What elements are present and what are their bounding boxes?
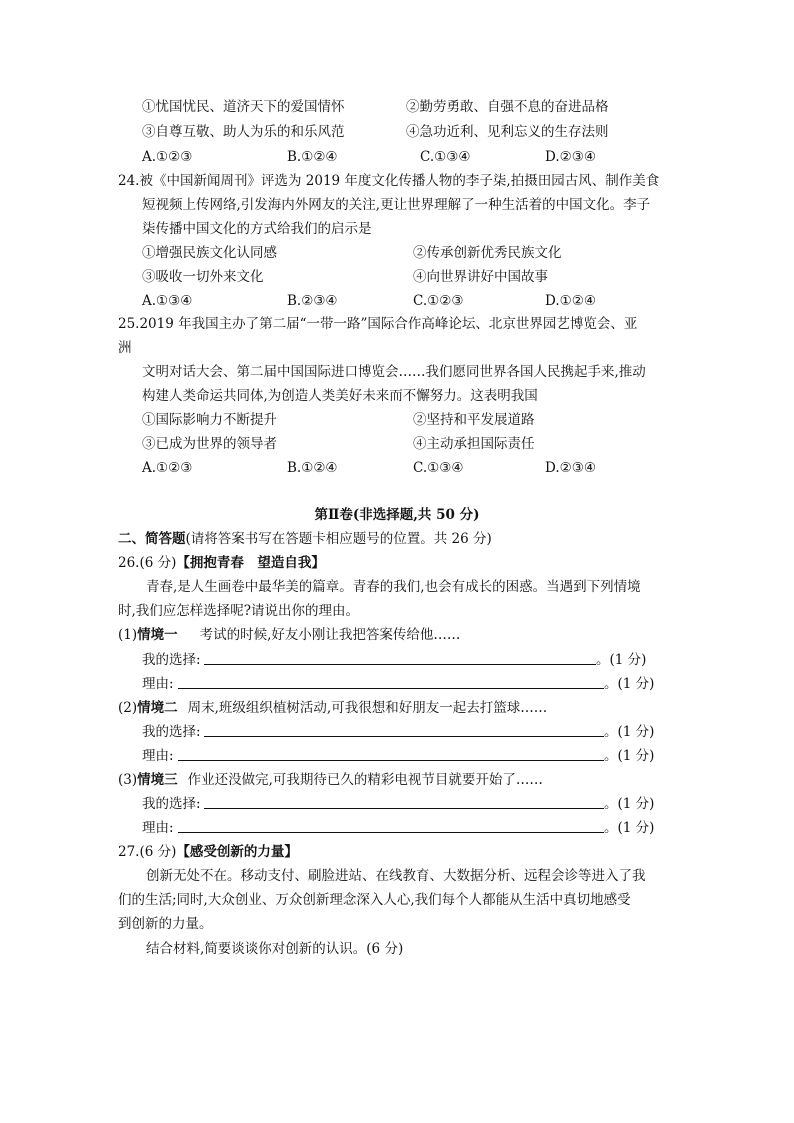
q25-statement-3: ③已成为世界的领导者 [142,436,277,452]
q26-reason-2-blank[interactable] [178,746,604,761]
q24-option-a: A.①③④ [142,293,193,309]
q26-reason-3-blank[interactable] [178,818,604,833]
q26-situation-3-text: 作业还没做完,可我期待已久的精彩电视节目就要开始了…… [187,772,543,788]
q27-heading [118,843,298,861]
q25-option-c: C.①③④ [413,460,464,476]
q25-stem-line1: 25.2019 年我国主办了第二届“一带一路”国际合作高峰论坛、北京世界园艺博览会、亚 [118,316,638,332]
q26-choice-1-blank[interactable] [204,650,596,665]
q26-situation-3-name: 情境三 [137,772,178,788]
q26-situation-1-no: (1) [118,627,138,643]
q23-option-c: C.①③④ [420,149,471,165]
q26-choice-3-label: 我的选择: [142,796,201,812]
q24-stem-line2: 短视频上传网络,引发海内外网友的关注,更让世界理解了一种生活着的中国文化。李子 [142,197,651,213]
q26-situation-2-name: 情境二 [137,700,178,716]
q26-situation-1-name: 情境一 [137,627,178,643]
q26-situation-1-text: 考试的时候,好友小刚让我把答案传给他…… [199,627,461,643]
q26-choice-1-label: 我的选择: [142,652,201,668]
q26-choice-2-blank[interactable] [204,722,604,737]
q26-reason-1-blank[interactable] [178,674,604,689]
q23-option-b: B.①②④ [287,149,338,165]
q26-choice-2-label: 我的选择: [142,724,201,740]
q26-situation-2-text: 周末,班级组织植树活动,可我很想和好朋友一起去打篮球…… [187,700,548,716]
q26-reason-2-points: 。(1 分) [604,748,655,764]
q23-statement-4: ④急功近利、见利忘义的生存法则 [406,124,609,140]
q27-number: 27.(6 分) [118,844,177,860]
q24-statement-3: ③吸收一切外来文化 [142,269,264,285]
q24-stem-line3: 柒传播中国文化的方式给我们的启示是 [142,221,372,237]
q26-situation-1 [118,626,460,644]
q27-paragraph-line1: 创新无处不在。移动支付、刷脸进站、在线教育、大数据分析、远程会诊等进入了我 [146,868,646,884]
q26-choice-3-blank[interactable] [204,794,604,809]
q24-statement-1: ①增强民族文化认同感 [142,245,277,261]
q23-option-a: A.①②③ [142,149,193,165]
q27-paragraph-line2: 们的生活;同时,大众创业、万众创新理念深入人心,我们每个人都能从生活中真切地感受 [118,892,631,908]
q26-topic: 【拥抱青春 望造自我】 [176,555,325,571]
q27-prompt: 结合材料,简要谈谈你对创新的认识。(6 分) [146,941,404,957]
q24-stem-line1: 24.被《中国新闻周刊》评选为 2019 年度文化传播人物的李子柒,拍摄田园古风、制作美食 [118,173,660,189]
q26-choice-2-points: 。(1 分) [604,724,655,740]
q26-situation-2-no: (2) [118,700,138,716]
q25-option-a: A.①②③ [142,460,193,476]
q23-statement-3: ③自尊互敬、助人为乐的和乐风范 [142,124,345,140]
part-2-heading-note: (请将答案书写在答题卡相应题号的位置。共 26 分) [185,531,492,547]
q23-statement-2: ②勤劳勇敢、自强不息的奋进品格 [406,99,609,115]
part-2-heading-label: 二、简答题 [118,531,186,547]
q25-stem-line1-wrap: 洲 [118,340,132,356]
q25-stem-line2: 文明对话大会、第二届中国国际进口博览会……我们愿同世界各国人民携起手来,推动 [142,364,646,380]
q26-reason-3-label: 理由: [142,820,174,836]
q26-intro-line2: 时,我们应怎样选择呢?请说出你的理由。 [118,603,360,619]
section-2-title: 第Ⅱ卷(非选择题,共 50 分) [314,507,480,523]
q26-number: 26.(6 分) [118,555,177,571]
q25-option-d: D.②③④ [545,460,596,476]
q25-option-b: B.①②④ [287,460,338,476]
q26-situation-2 [118,699,547,717]
q27-paragraph-line3: 到创新的力量。 [118,916,213,932]
q26-situation-3-no: (3) [118,772,138,788]
q26-choice-3-points: 。(1 分) [604,796,655,812]
q26-reason-1-points: 。(1 分) [604,676,655,692]
q25-stem-line3: 构建人类命运共同体,为创造人类美好未来而不懈努力。这表明我国 [142,388,538,404]
q23-statement-1: ①忧国忧民、道济天下的爱国情怀 [142,99,345,115]
q24-option-b: B.②③④ [287,293,338,309]
q27-topic: 【感受创新的力量】 [176,844,298,860]
q24-statement-4: ④向世界讲好中国故事 [413,269,548,285]
q26-heading [118,554,325,572]
part-2-heading [118,530,492,548]
q25-statement-2: ②坚持和平发展道路 [413,412,535,428]
q23-option-d: D.②③④ [545,149,596,165]
q24-statement-2: ②传承创新优秀民族文化 [413,245,562,261]
q25-statement-1: ①国际影响力不断提升 [142,412,277,428]
q26-situation-3 [118,771,543,789]
q24-option-c: C.①②③ [413,293,464,309]
q26-reason-1-label: 理由: [142,676,174,692]
q26-reason-3-points: 。(1 分) [604,820,655,836]
q26-reason-2-label: 理由: [142,748,174,764]
q24-option-d: D.①②④ [545,293,596,309]
q26-intro-line1: 青春,是人生画卷中最华美的篇章。青春的我们,也会有成长的困惑。当遇到下列情境 [146,579,641,595]
q25-statement-4: ④主动承担国际责任 [413,436,535,452]
q26-choice-1-points: 。(1 分) [596,652,647,668]
